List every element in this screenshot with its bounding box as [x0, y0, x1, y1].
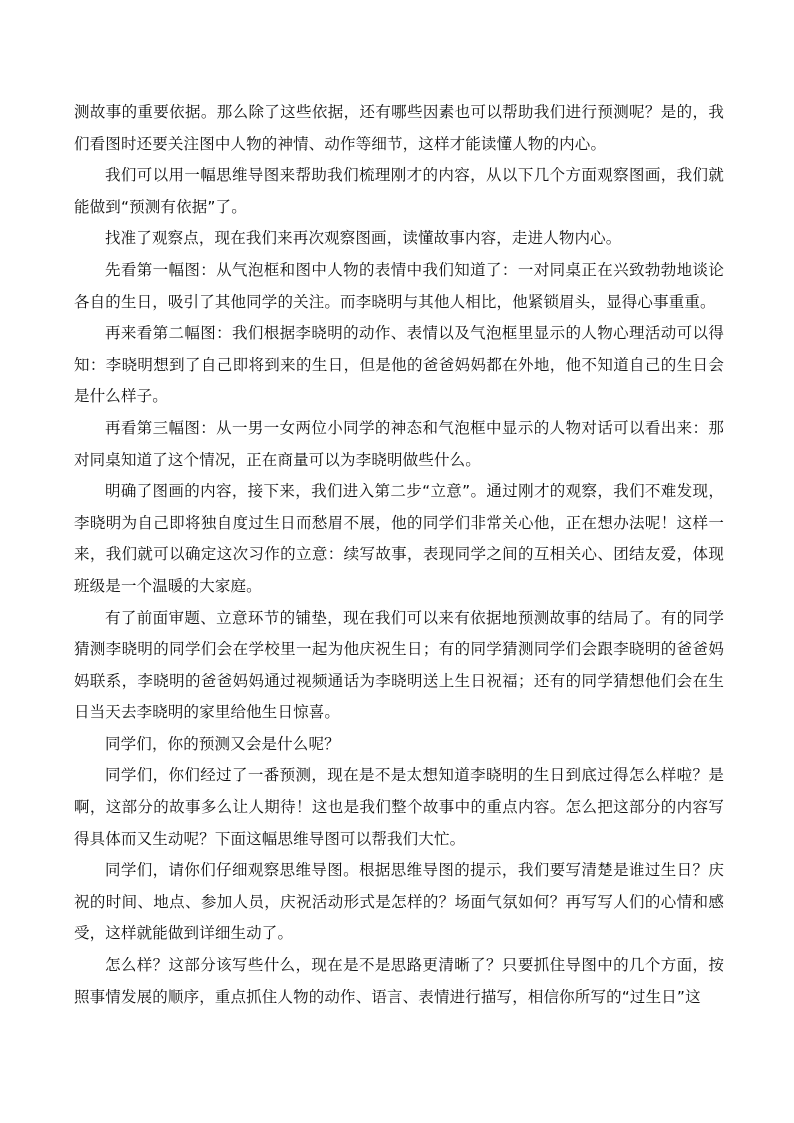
paragraph: 同学们，请你们仔细观察思维导图。根据思维导图的提示，我们要写清楚是谁过生日？庆祝的时间、地点、参加人员，庆祝活动形式是怎样的？场面气氛如何？再写写人们的心情和感受，这样就能做到详细生动了。 — [74, 861, 724, 943]
paragraph: 先看第一幅图：从气泡框和图中人物的表情中我们知道了：一对同桌正在兴致勃勃地谈论各自的生日，吸引了其他同学的关注。而李晓明与其他人相比，他紧锁眉头，显得心事重重。 — [74, 260, 724, 311]
paragraph: 测故事的重要依据。那么除了这些依据，还有哪些因素也可以帮助我们进行预测呢？是的，我们看图时还要关注图中人物的神情、动作等细节，这样才能读懂人物的内心。 — [74, 103, 724, 153]
paragraph: 明确了图画的内容，接下来，我们进入第二步“立意”。通过刚才的观察，我们不难发现，李晓明为自己即将独自度过生日而愁眉不展，他的同学们非常关心他，正在想办法呢！这样一来，我们就可以确定这次习作的立意：续写故事，表现同学之间的互相关心、团结友爱，体现班级是一个温暖的大家庭。 — [74, 482, 724, 595]
paragraph: 再看第三幅图：从一男一女两位小同学的神态和气泡框中显示的人物对话可以看出来：那对同桌知道了这个情况，正在商量可以为李晓明做些什么。 — [74, 418, 724, 469]
paragraph: 我们可以用一幅思维导图来帮助我们梳理刚才的内容，从以下几个方面观察图画，我们就能做到“预测有依据”了。 — [74, 166, 724, 216]
paragraph: 同学们，你们经过了一番预测，现在是不是太想知道李晓明的生日到底过得怎么样啦？是啊，这部分的故事多么让人期待！这也是我们整个故事中的重点内容。怎么把这部分的内容写得具体而又生动呢？下面这幅思维导图可以帮我们大忙。 — [74, 766, 724, 848]
paragraph: 怎么样？这部分该写些什么，现在是不是思路更清晰了？只要抓住导图中的几个方面，按照事情发展的顺序，重点抓住人物的动作、语言、表情进行描写，相信你所写的“过生日”这 — [74, 956, 724, 1006]
paragraph: 找准了观察点，现在我们来再次观察图画，读懂故事内容，走进人物内心。 — [105, 229, 622, 248]
paragraph: 再来看第二幅图：我们根据李晓明的动作、表情以及气泡框里显示的人物心理活动可以得知：李晓明想到了自己即将到来的生日，但是他的爸爸妈妈都在外地，他不知道自己的生日会是什么样子。 — [74, 324, 724, 406]
paragraph: 同学们，你的预测又会是什么呢？ — [105, 734, 340, 753]
paragraph: 有了前面审题、立意环节的铺垫，现在我们可以来有依据地预测故事的结局了。有的同学猜测李晓明的同学们会在学校里一起为他庆祝生日；有的同学猜测同学们会跟李晓明的爸爸妈妈联系，李晓明的爸爸妈妈通过视频通话为李晓明送上生日祝福；还有的同学猜想他们会在生日当天去李晓明的家里给他生日惊喜。 — [74, 608, 724, 722]
document-body — [74, 97, 724, 1013]
